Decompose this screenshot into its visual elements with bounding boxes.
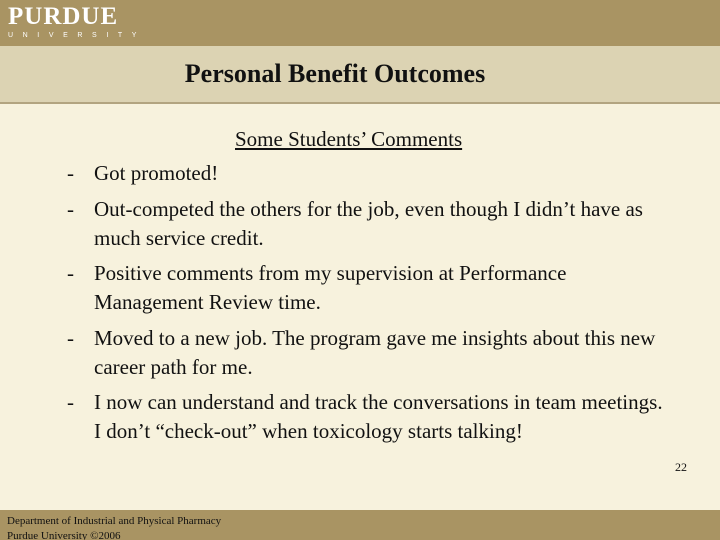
slide-number: 22 bbox=[675, 460, 687, 474]
list-item bbox=[0, 159, 720, 188]
logo-wordmark: PURDUE bbox=[8, 3, 119, 30]
bullet-marker: - bbox=[67, 325, 74, 350]
bullet-text: Got promoted! bbox=[94, 161, 219, 185]
logo-subtitle: UNIVERSITY bbox=[8, 32, 147, 39]
comments-subtitle: Some Students’ Comments bbox=[235, 127, 463, 151]
footer-text bbox=[7, 514, 221, 540]
bullet-marker: - bbox=[67, 390, 74, 414]
list-item bbox=[0, 324, 720, 382]
footer-copyright: Purdue University ©2006 bbox=[7, 530, 121, 540]
header-band bbox=[0, 0, 720, 46]
bullet-marker: - bbox=[67, 161, 74, 185]
list-item bbox=[0, 259, 720, 317]
comment-list bbox=[0, 159, 720, 453]
slide-title: Personal Benefit Outcomes bbox=[184, 59, 486, 88]
footer-department: Department of Industrial and Physical Pharmacy bbox=[7, 515, 222, 527]
bullet-marker: - bbox=[67, 196, 74, 221]
bullet-text: Out-competed the others for the job, even though I didn’t have as much service credit. bbox=[94, 196, 643, 250]
bullet-marker: - bbox=[67, 261, 74, 285]
list-item bbox=[0, 388, 720, 446]
bullet-text: Positive comments from my supervision at Performance Management Review time. bbox=[94, 261, 567, 314]
list-item bbox=[0, 195, 720, 253]
bullet-text: I now can understand and track the conversations in team meetings. I don’t “check-out” when toxicology starts talking! bbox=[94, 390, 663, 443]
purdue-logo bbox=[8, 3, 147, 44]
bullet-text: Moved to a new job. The program gave me insights about this new career path for me. bbox=[94, 325, 656, 379]
